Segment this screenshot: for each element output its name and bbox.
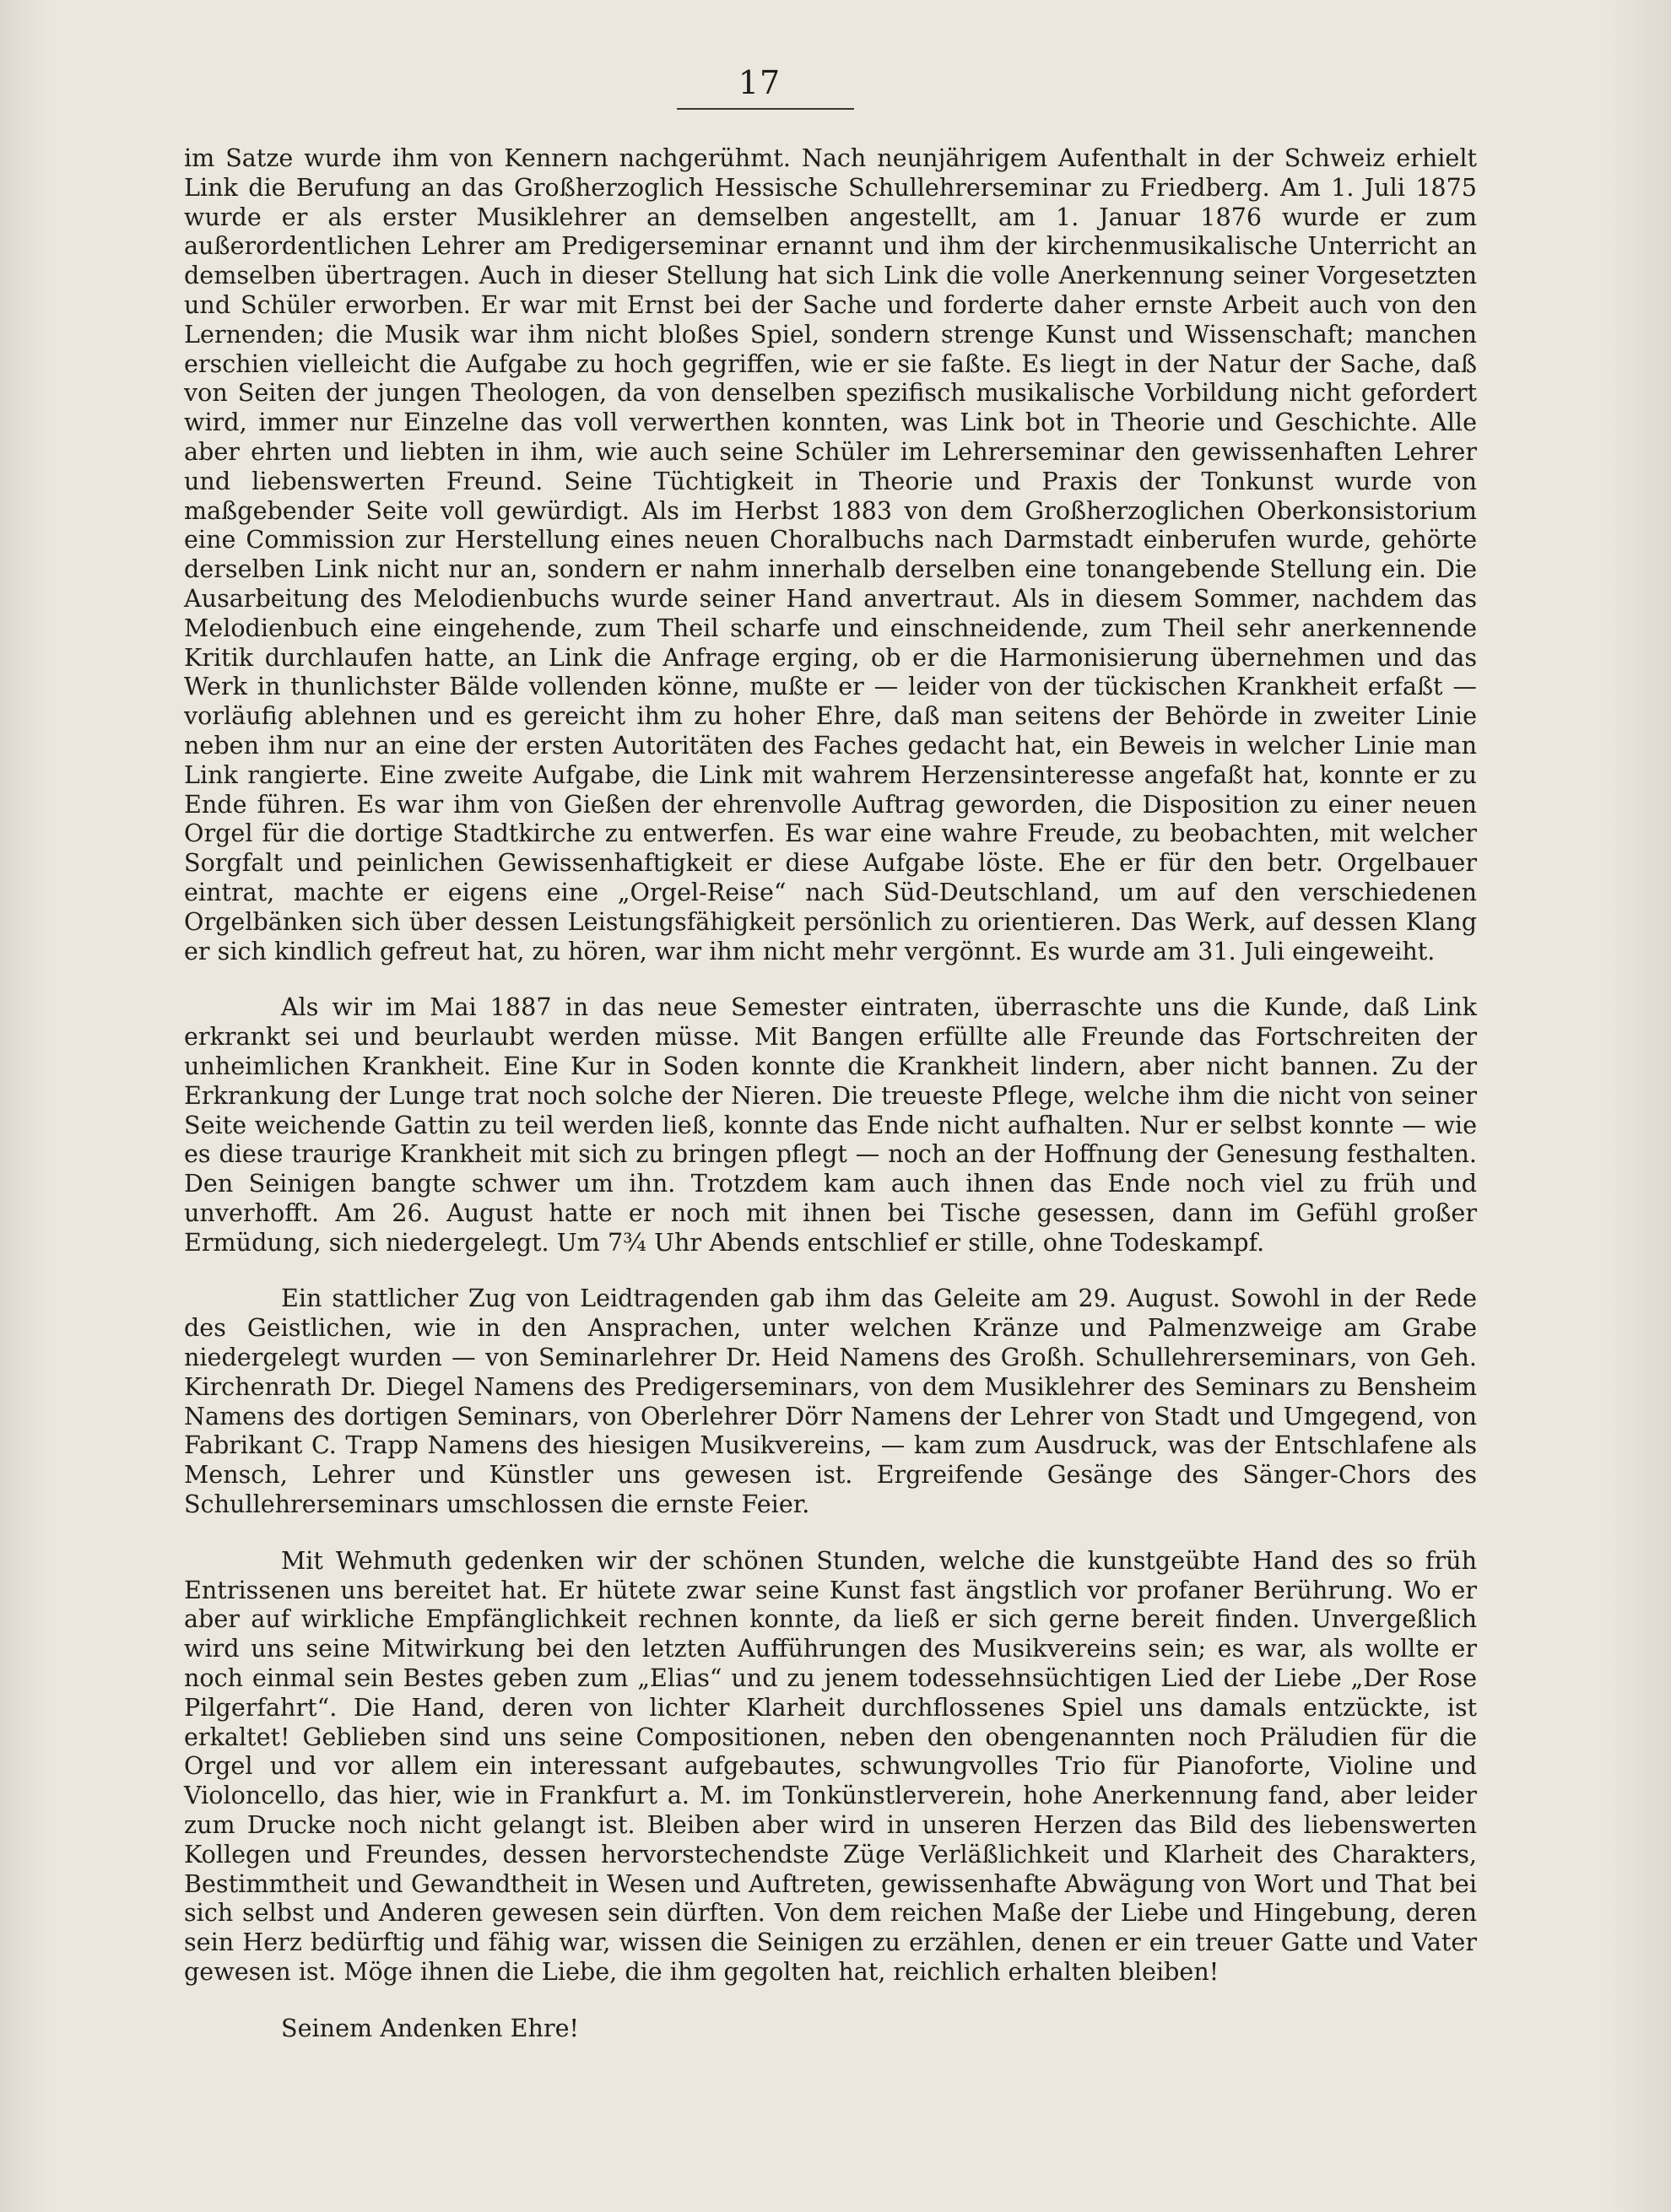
- body-text: [184, 143, 1477, 2043]
- page-number: 17: [738, 64, 781, 101]
- paragraph-funeral: Ein stattlicher Zug von Leidtragenden gab ihm das Geleite am 29. August. Sowohl in der Rede des Geistlichen, wie in den Ansprachen, unter welchen Kränze und Palmenzweige am Grabe niedergelegt wurden — von Seminarlehrer Dr. Heid Namens des Großh. Schullehrerseminars, von Geh. Kirchenrath Dr. Diegel Namens des Predigerseminars, von dem Musiklehrer des Seminars zu Bensheim Namens des dortigen Seminars, von Oberlehrer Dörr Namens der Lehrer von Stadt und Umgegend, von Fabrikant C. Trapp Namens des hiesigen Musikvereins, — kam zum Ausdruck, was der Entschlafene als Mensch, Lehrer und Künstler uns gewesen ist. Ergreifende Gesänge des Sänger-Chors des Schullehrerseminars umschlossen die ernste Feier.: [184, 1284, 1477, 1519]
- header-rule: [677, 108, 854, 110]
- paragraph-closing: Seinem Andenken Ehre!: [281, 2013, 580, 2042]
- paragraph-career: im Satze wurde ihm von Kennern nachgerühmt. Nach neunjährigem Aufenthalt in der Schweiz erhielt Link die Berufung an das Großherzoglich Hessische Schullehrerseminar zu Friedberg. Am 1. Juli 1875 wurde er als erster Musiklehrer an demselben angestellt, am 1. Januar 1876 wurde er zum außerordentlichen Lehrer am Predigerseminar ernannt und ihm der kirchenmusikalische Unterricht an demselben übertragen. Auch in dieser Stellung hat sich Link die volle Anerkennung seiner Vorgesetzten und Schüler erworben. Er war mit Ernst bei der Sache und forderte daher ernste Arbeit auch von den Lernenden; die Musik war ihm nicht bloßes Spiel, sondern strenge Kunst und Wissenschaft; manchen erschien vielleicht die Aufgabe zu hoch gegriffen, wie er sie faßte. Es liegt in der Natur der Sache, daß von Seiten der jungen Theologen, da von denselben spezifisch musikalische Vorbildung nicht gefordert wird, immer nur Einzelne das voll verwerthen konnten, was Link bot in Theorie und Geschichte. Alle aber ehrten und liebten in ihm, wie auch seine Schüler im Lehrerseminar den gewissenhaften Lehrer und liebenswerten Freund. Seine Tüchtigkeit in Theorie und Praxis der Tonkunst wurde von maßgebender Seite voll gewürdigt. Als im Herbst 1883 von dem Großherzoglichen Oberkonsistorium eine Commission zur Herstellung eines neuen Choralbuchs nach Darmstadt einberufen wurde, gehörte derselben Link nicht nur an, sondern er nahm innerhalb derselben eine tonangebende Stellung ein. Die Ausarbeitung des Melodienbuchs wurde seiner Hand anvertraut. Als in diesem Sommer, nachdem das Melodienbuch eine eingehende, zum Theil scharfe und einschneidende, zum Theil sehr anerkennende Kritik durchlaufen hatte, an Link die Anfrage erging, ob er die Harmonisierung übernehmen und das Werk in thunlichster Bälde vollenden könne, mußte er — leider von der tückischen Krankheit erfaßt — vorläufig ablehnen und es gereicht ihm zu hoher Ehre, daß man seitens der Behörde in zweiter Linie neben ihm nur an eine der ersten Autoritäten des Faches gedacht hat, ein Beweis in welcher Linie man Link rangierte. Eine zweite Aufgabe, die Link mit wahrem Herzensinteresse angefaßt hat, konnte er zu Ende führen. Es war ihm von Gießen der ehrenvolle Auftrag geworden, die Disposition zu einer neuen Orgel für die dortige Stadtkirche zu entwerfen. Es war eine wahre Freude, zu beobachten, mit welcher Sorgfalt und peinlichen Gewissenhaftigkeit er diese Aufgabe löste. Ehe er für den betr. Orgelbauer eintrat, machte er eigens eine „Orgel-Reise“ nach Süd-Deutschland, um auf den verschiedenen Orgelbänken sich über dessen Leistungsfähigkeit persönlich zu orientieren. Das Werk, auf dessen Klang er sich kindlich gefreut hat, zu hören, war ihm nicht mehr vergönnt. Es wurde am 31. Juli eingeweiht.: [184, 143, 1477, 965]
- paragraph-illness: Als wir im Mai 1887 in das neue Semester eintraten, überraschte uns die Kunde, daß Link erkrankt sei und beurlaubt werden müsse. Mit Bangen erfüllte alle Freunde das Fortschreiten der unheimlichen Krankheit. Eine Kur in Soden konnte die Krankheit lindern, aber nicht bannen. Zu der Erkrankung der Lunge trat noch solche der Nieren. Die treueste Pflege, welche ihm die nicht von seiner Seite weichende Gattin zu teil werden ließ, konnte das Ende nicht aufhalten. Nur er selbst konnte — wie es diese traurige Krankheit mit sich zu bringen pflegt — noch an der Hoffnung der Genesung festhalten. Den Seinigen bangte schwer um ihn. Trotzdem kam auch ihnen das Ende noch viel zu früh und unverhofft. Am 26. August hatte er noch mit ihnen bei Tische gesessen, dann im Gefühl großer Ermüdung, sich niedergelegt. Um 7¾ Uhr Abends entschlief er stille, ohne Todeskampf.: [184, 992, 1477, 1257]
- paragraph-remembrance: Mit Wehmuth gedenken wir der schönen Stunden, welche die kunstgeübte Hand des so früh Entrissenen uns bereitet hat. Er hütete zwar seine Kunst fast ängstlich vor profaner Berührung. Wo er aber auf wirkliche Empfänglichkeit rechnen konnte, da ließ er sich gerne bereit finden. Unvergeßlich wird uns seine Mitwirkung bei den letzten Aufführungen des Musikvereins sein; es war, als wollte er noch einmal sein Bestes geben zum „Elias“ und zu jenem todessehnsüchtigen Lied der Liebe „Der Rose Pilgerfahrt“. Die Hand, deren von lichter Klarheit durchflossenes Spiel uns damals entzückte, ist erkaltet! Geblieben sind uns seine Compositionen, neben den obengenannten noch Präludien für die Orgel und vor allem ein interessant aufgebautes, schwungvolles Trio für Pianoforte, Violine und Violoncello, das hier, wie in Frankfurt a. M. im Tonkünstlerverein, hohe Anerkennung fand, aber leider zum Drucke noch nicht gelangt ist. Bleiben aber wird in unseren Herzen das Bild des liebenswerten Kollegen und Freundes, dessen hervorstechendste Züge Verläßlichkeit und Klarheit des Charakters, Bestimmtheit und Gewandtheit in Wesen und Auftreten, gewissenhafte Abwägung von Wort und That bei sich selbst und Anderen gewesen sein dürften. Von dem reichen Maße der Liebe und Hingebung, deren sein Herz bedürftig und fähig war, wissen die Seinigen zu erzählen, denen er ein treuer Gatte und Vater gewesen ist. Möge ihnen die Liebe, die ihm gegolten hat, reichlich erhalten bleiben!: [184, 1545, 1477, 1987]
